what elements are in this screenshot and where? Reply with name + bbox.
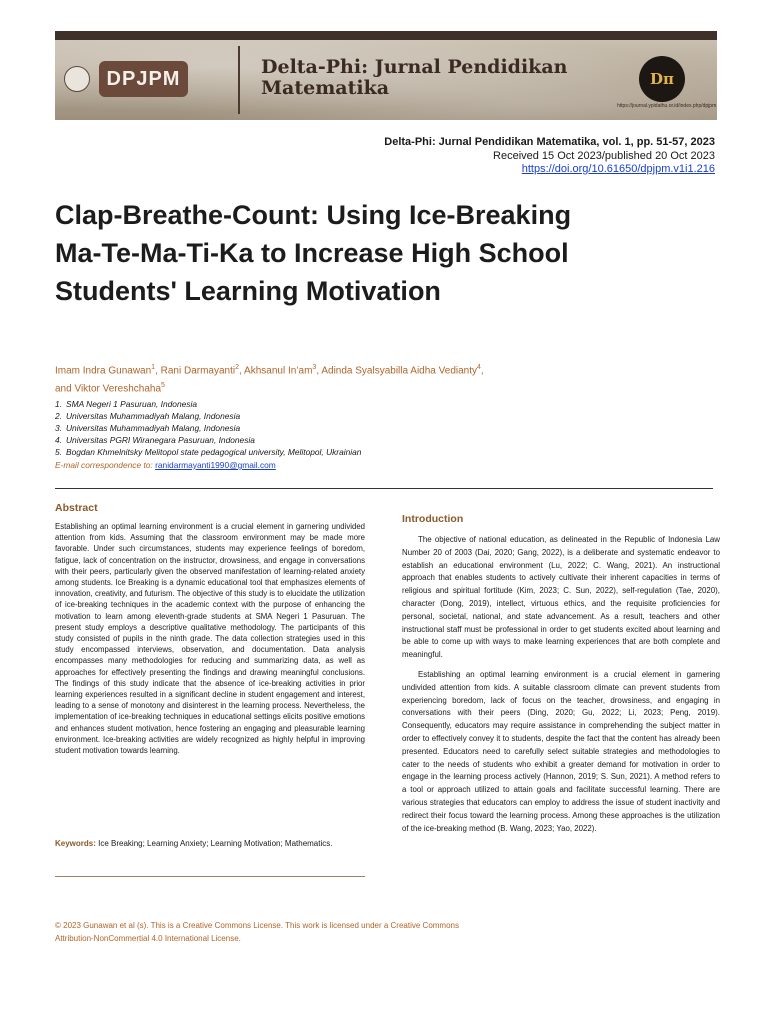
affiliation-text: Universitas Muhammadiyah Malang, Indonesia [66, 423, 241, 433]
abstract-heading: Abstract [55, 502, 98, 514]
citation-block [384, 136, 715, 177]
author-affil-marker: 4 [477, 364, 481, 371]
keywords-label: Keywords: [55, 839, 96, 848]
journal-banner [55, 31, 717, 120]
header-divider [55, 488, 713, 489]
introduction-paragraph: Establishing an optimal learning environment is a crucial element in garnering undivided attention from kids. A suitable classroom climate can prevent students from experiencing boredom, lack of focus on the teacher, drowsiness, and engaging in conversations with their peers (Ding, 2020; Gu, 2022; Li, 2023; Peng, 2019). Consequently, educators may require assistance in comprehending the subject matter in order to effectively convey it to students, despite the fact that the content has already been presented. Educators need to carefully select suitable strategies and methodologies to cater to the needs of students who exhibit a greater demand for motivation in order to engage in the learning process actively (Hannon, 2019; S. Sun, 2021). A method refers to a tool or approach utilized to attain goals and facilitate successful learning. There are various strategies that educators can employ to address the issue of student inactivity and redirect their focus toward the learning process. Among these approaches is the utilization of the ice-breaking method (B. Wang, 2023; Yao, 2022). [402, 669, 720, 833]
journal-title: Delta-Phi: Jurnal Pendidikan Matematika [261, 56, 568, 99]
author-list [55, 360, 575, 397]
license-line: Attribution-NonCommertial 4.0 International License. [55, 934, 241, 943]
affiliation-item [55, 410, 655, 422]
author-name: Rani Darmayanti [160, 365, 236, 377]
affiliation-item [55, 422, 655, 434]
dpjpm-brand-badge: DPJPM [99, 61, 188, 97]
email-link[interactable]: ranidarmayanti1990@gmail.com [155, 460, 276, 470]
abstract-divider [55, 876, 365, 877]
affiliation-text: Universitas PGRI Wiranegara Pasuruan, Indonesia [66, 435, 255, 445]
citation-journal-line: Delta-Phi: Jurnal Pendidikan Matematika, vol. 1, pp. 51-57, 2023 [384, 136, 715, 148]
doi-link[interactable]: https://doi.org/10.61650/dpjpm.v1i1.216 [521, 163, 715, 175]
paper-title: Clap-Breathe-Count: Using Ice-Breaking Ma-Te-Ma-Ti-Ka to Increase High School Students' Learning Motivation [55, 200, 572, 306]
citation-dates: Received 15 Oct 2023/published 20 Oct 2023 [493, 149, 715, 162]
banner-divider [238, 46, 240, 114]
university-logo-icon [64, 66, 90, 92]
affiliation-item [55, 434, 655, 446]
email-correspondence [55, 460, 276, 470]
license-footer [55, 919, 535, 945]
author-affil-marker: 2 [235, 364, 240, 371]
author-name: and Viktor Vereshchaha [55, 383, 162, 395]
license-line: © 2023 Gunawan et al (s). This is a Creative Commons License. This work is licensed under a Creative Commons [55, 921, 459, 930]
journal-url[interactable]: https://journal.ypidathu.or.id/index.php/dpjpm [617, 103, 717, 109]
author-separator: , [155, 365, 161, 377]
affiliation-text: Universitas Muhammadiyah Malang, Indonesia [66, 411, 241, 421]
affiliation-text: Bogdan Khmelnitsky Melitopol state pedagogical university, Melitopol, Ukrainian [66, 447, 362, 457]
affiliation-list [55, 398, 655, 458]
author-separator: , [239, 365, 245, 377]
keywords-text: Ice Breaking; Learning Anxiety; Learning Motivation; Mathematics. [95, 839, 333, 848]
author-separator: , [316, 365, 322, 377]
affiliation-number: 3. [55, 423, 62, 433]
author-affil-marker: 3 [312, 364, 317, 371]
affiliation-number: 4. [55, 435, 62, 445]
affiliation-number: 2. [55, 411, 62, 421]
author-name: Adinda Syalsyabilla Aidha Vedianty [321, 365, 478, 377]
email-label: E-mail correspondence to: [55, 460, 156, 470]
banner-top-bar [55, 31, 717, 40]
introduction-paragraph: The objective of national education, as delineated in the Republic of Indonesia Law Number 20 of 2003 (Dai, 2020; Gang, 2022), is a deliberate and systematic endeavor to establish an educational environment (Lu, 2022; C. Wang, 2021). An instructional approach that enables students to actively cultivate their inherent capacities in terms of religious and spiritual fortitude (Kim, 2023; C. Sun, 2022), self-regulation (Tae, 2020), character (Dong, 2019), intellect, virtuous ethics, and the requisite proficiencies for personal, societal, national, and state advancement. As a result, teachers and other instructional staff must be professional in order to get students excited about learning and be able to come up with ways to make learning experiences that are both complete and meaningful. [402, 535, 720, 660]
abstract-text: Establishing an optimal learning environment is a crucial element in garnering undivided attention from kids. Assuming that the classroom environment may be made more favorable. Under such circumstances, students may experience feelings of boredom, fatigue, lack of concentration on the instructor, drowsiness, and engage in conversations with their peers, particularly given the observed manifestation of learning-related anxiety among students. Ice Breaking is a dynamic educational tool that emphasizes elements of innovation, creativity, and futurism. The objective of this study is to elucidate the utilization of ice-breaking techniques in the academic context with the purpose of enhancing the motivation to learn among eleventh-grade students at SMA Negeri 1 Pasuruan. The present study employs a descriptive qualitative methodology. The participants of this study consisted of pupils in the ninth grade. The data collection strategies used in this study encompassed interviews, observation, and documentation. Data analysis encompasses many methodologies for reducing and summarizing data, as well as approaches for effectively presenting the findings and drawing meaningful conclusions. The findings of this study indicate that the absence of ice-breaking activities in prior learning experiences resulted in a significant decline in student engagement and interest, leading to a sense of monotony and disinterest in the learning process. Nevertheless, the implementation of ice-breaking techniques in educational settings elicits positive emotions and enhances student motivation, hence fostering an engaging and pleasurable learning environment. Ice-breaking activities are widely recognized as highly helpful in improving student motivation towards learning. [55, 522, 365, 756]
author-name: Akhsanul In’am [244, 365, 313, 377]
author-affil-marker: 1 [151, 364, 156, 371]
affiliation-item [55, 398, 655, 410]
keywords [55, 838, 365, 850]
affiliation-number: 1. [55, 399, 62, 409]
introduction-heading: Introduction [402, 513, 464, 525]
author-affil-marker: 5 [161, 382, 165, 390]
author-name: Imam Indra Gunawan [55, 365, 152, 377]
affiliation-number: 5. [55, 447, 62, 457]
delta-phi-logo-icon: Dπ [639, 56, 685, 102]
author-separator: , [480, 365, 484, 377]
introduction-body [402, 534, 720, 842]
affiliation-item [55, 446, 655, 458]
affiliation-text: SMA Negeri 1 Pasuruan, Indonesia [66, 399, 197, 409]
